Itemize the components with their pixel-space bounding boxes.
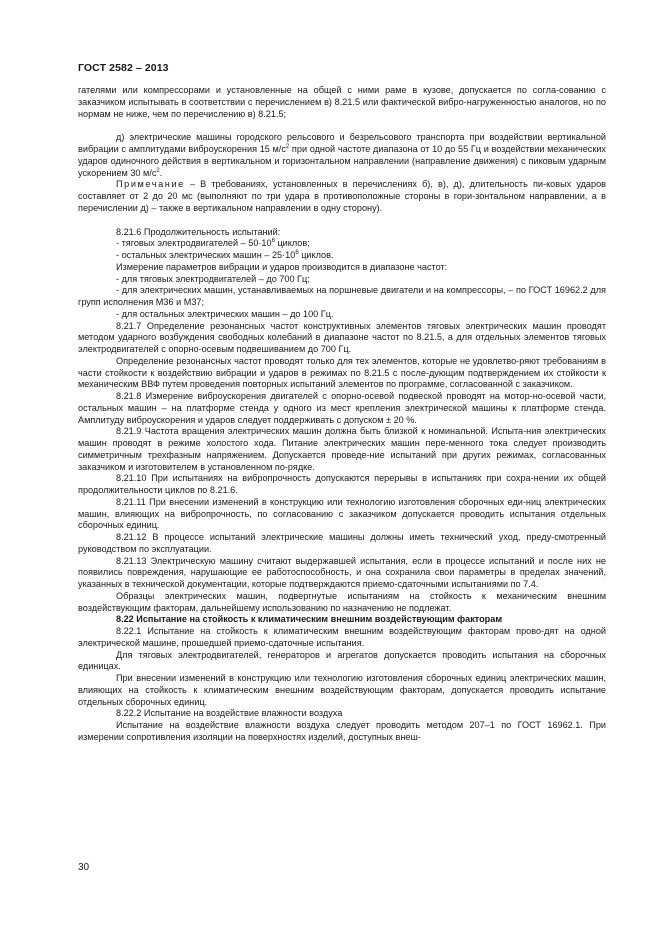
paragraph: 8.21.9 Частота вращения электрических машин должна быть близкой к номинальной. Испыта-ния электрических машин проводят в режиме холостого хода. Питание электрических машин пере-менного тока следует производить симметричным трехфазным напряжением. Допускается проведе-ние испытаний при других режимах, согласованных заказчиком и изготовителем в установленном по-рядке. xyxy=(78,426,606,472)
document-body xyxy=(78,85,606,744)
paragraph: Испытание на воздействие влажности воздуха следует проводить методом 207–1 по ГОСТ 16962.1. При измерении сопротивления изоляции на поверхностях изделий, доступных внеш- xyxy=(78,720,606,742)
subsection-heading: 8.22.2 Испытание на воздействие влажности воздуха xyxy=(116,708,343,719)
paragraph-item-d: д) электрические машины городского рельсового и безрельсового транспорта при воздействии вертикальной вибрации с амплитудами виброускорения 15 $м/с^2$ при одной частоте диапазона от 10 до 55 Гц и воздействии механических ударов одиночного действия в вертикальном и горизонтальном направлении (направление движения) с пиковым ударным ускорением 30 $м/с^2$. xyxy=(78,132,606,178)
paragraph: Измерение параметров вибрации и ударов производится в диапазоне частот: xyxy=(116,261,448,272)
paragraph: 8.21.11 При внесении изменений в конструкцию или технологию изготовления сборочных еди-ниц электрических машин, влияющих на вибропрочность, по согласованию с заказчиком допускается проводить испытания отдельных сборочных единиц. xyxy=(78,496,606,531)
list-item: - для электрических машин, устанавливаемых на поршневые двигатели и на компрессоры, – по ГОСТ 16962.2 для групп исполнения М36 и М37; xyxy=(78,285,606,307)
list-item: - для остальных электрических машин – до 100 Гц. xyxy=(116,308,334,319)
list-item: - тяговых электродвигателей – $50\cdot 10^6$ циклов; xyxy=(116,238,310,249)
paragraph: гателями или компрессорами и установленные на общей с ними раме в кузове, допускается по согла-сованию с заказчиком испытывать в соответствии с перечислением в) 8.21.5 или фактической вибро-нагруженностью аналогов, но по нормам не ниже, чем по перечислению в) 8.21.5; xyxy=(78,85,606,119)
page-number: 30 xyxy=(78,862,90,873)
paragraph: 8.21.8 Измерение виброускорения двигателей с опорно-осевой подвеской проводят на мотор-но-осевой части, остальных машин – на платформе стенда у одного из мест крепления электрической машины к платформе стенда. Амплитуду виброускорения и ударов следует поддерживать с допуском ± 20 %. xyxy=(78,391,606,425)
paragraph: 8.21.10 При испытаниях на вибропрочность допускаются перерывы в испытаниях при сохра-нении их общей продолжительности циклов по 8.21.6. xyxy=(78,473,606,495)
paragraph: Образцы электрических машин, подвергнутые испытаниям на стойкость к механическим внешним воздействующим факторам, дальнейшему использованию по назначению не подлежат. xyxy=(78,590,606,613)
section-heading: 8.22 Испытание на стойкость к климатическим внешним воздействующим факторам xyxy=(116,614,503,625)
paragraph: Для тяговых электродвигателей, генераторов и агрегатов допускается проводить испытания на сборочных единицах. xyxy=(78,649,606,672)
running-header: ГОСТ 2582 – 2013 xyxy=(78,62,169,74)
paragraph: При внесении изменений в конструкцию или технологию изготовления сборочных единиц электрических машин, влияющих на стойкость к климатическим внешним воздействующим факторам, допускается проводить испытание отдельных сборочных единиц. xyxy=(78,673,606,707)
note: Примечание – В требованиях, установленных в перечислениях б), в), д), длительность пи-ковых ударов составляет от 2 до 20 мс (выполняют по три удара в противоположные стороны в гори-зонтальном направлении, а в перечислении д) – также в вертикальном направлении в одну сторону). xyxy=(78,179,606,213)
paragraph: 8.22.1 Испытание на стойкость к климатическим внешним воздействующим факторам прово-дят на одной электрической машине, прошедшей приемо-сдаточные испытания. xyxy=(78,626,606,648)
paragraph: 8.21.12 В процессе испытаний электрические машины должны иметь технический уход, преду-смотренный руководством по эксплуатации. xyxy=(78,532,606,554)
note-label: Примечание xyxy=(116,179,185,190)
paragraph: 8.21.7 Определение резонансных частот конструктивных элементов тяговых электрических машин проводят методом ударного возбуждения свободных колебаний в диапазоне частот по 8.21.5, а для отдельных элементов тяговых электродвигателей с опорно-осевым подвешиванием до 700 Гц. xyxy=(78,320,606,354)
list-item: - для тяговых электродвигателей – до 700 Гц; xyxy=(116,273,310,284)
paragraph: Определение резонансных частот проводят только для тех элементов, которые не удовлетво-ряют требованиям в части стойкости к воздействию вибрации и ударов в режимах по 8.21.5 с после-дующим подтверждением их стойкости к механическим ВВФ путем проведения повторных испытаний элементов по программе, согласованной с заказчиком. xyxy=(78,355,606,390)
paragraph: 8.21.6 Продолжительность испытаний: xyxy=(116,226,281,237)
list-item: - остальных электрических машин – $25\cdot 10^6$ циклов. xyxy=(116,250,334,260)
paragraph: 8.21.13 Электрическую машину считают выдержавшей испытания, если в процессе испытаний и после них не появились повреждения, нарушающие ее работоспособность, и она сохранила свои параметры в пределах значений, указанных в технической документации, которые подтверждаются приемо-сдаточными испытаниями по 7.4. xyxy=(78,555,606,589)
